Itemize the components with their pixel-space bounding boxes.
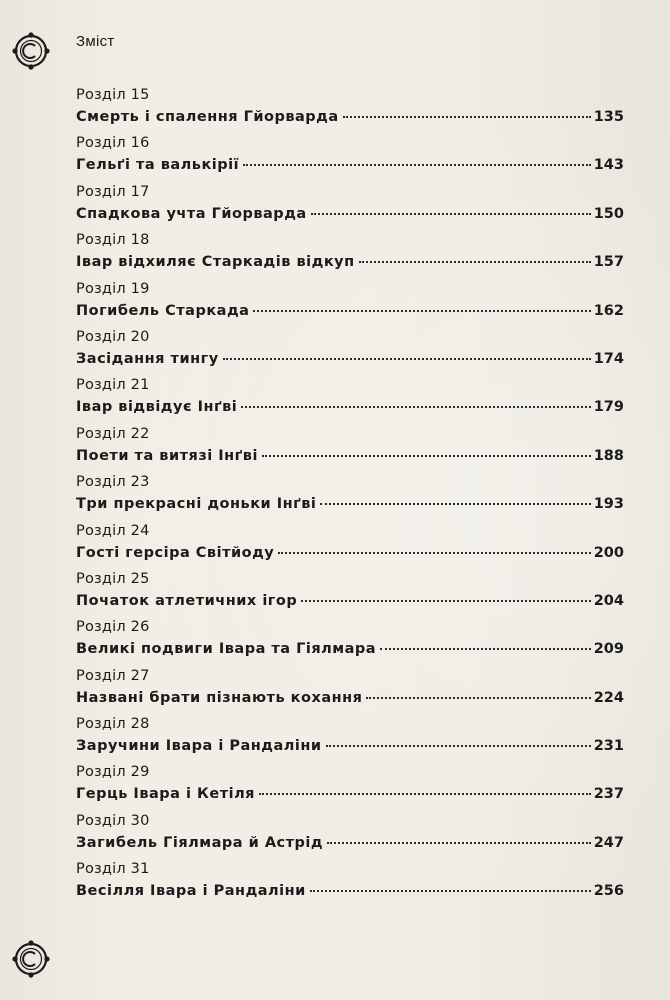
page-number: 174: [593, 350, 624, 367]
circular-emblem-icon: [12, 940, 50, 978]
table-of-contents: [76, 86, 624, 909]
dot-leader: [320, 503, 590, 505]
chapter-title: Весілля Івара і Рандаліни: [76, 883, 306, 900]
chapter-line: [76, 688, 624, 708]
toc-entry: [76, 425, 624, 473]
chapter-label: Розділ 23: [76, 474, 150, 491]
chapter-title: Поети та витязі Інґві: [76, 447, 258, 464]
chapter-label: Розділ 20: [76, 328, 150, 345]
chapter-label: Розділ 18: [76, 232, 150, 249]
dot-leader: [380, 648, 591, 650]
toc-entry: [76, 618, 624, 666]
toc-entry: [76, 715, 624, 763]
chapter-label: Розділ 27: [76, 667, 150, 684]
chapter-label: Розділ 16: [76, 135, 150, 152]
chapter-title: Гельґі та валькірії: [76, 157, 240, 174]
chapter-line: [76, 155, 624, 175]
toc-entry: [76, 860, 624, 908]
toc-entry: [76, 328, 624, 376]
toc-entry: [76, 812, 624, 860]
page-number: 188: [593, 447, 624, 464]
chapter-line: [76, 107, 624, 127]
chapter-title: Герць Івара і Кетіля: [76, 786, 255, 803]
chapter-line: [76, 591, 624, 611]
chapter-label: Розділ 22: [76, 425, 150, 442]
dot-leader: [359, 261, 591, 263]
chapter-line: [76, 446, 624, 466]
chapter-label: Розділ 28: [76, 716, 150, 733]
chapter-title: Названі брати пізнають кохання: [76, 689, 363, 706]
chapter-title: Великі подвиги Івара та Гіялмара: [76, 641, 377, 658]
chapter-label: Розділ 21: [76, 377, 150, 394]
toc-entry: [76, 763, 624, 811]
chapter-label: Розділ 29: [76, 764, 150, 781]
dot-leader: [343, 116, 591, 118]
page-number: 209: [593, 641, 624, 658]
page-number: 162: [593, 302, 624, 319]
toc-entry: [76, 134, 624, 182]
chapter-line: [76, 252, 624, 272]
dot-leader: [223, 358, 591, 360]
toc-entry: [76, 522, 624, 570]
chapter-line: [76, 736, 624, 756]
toc-entry: [76, 231, 624, 279]
page-number: 224: [593, 689, 624, 706]
toc-entry: [76, 183, 624, 231]
page-number: 231: [593, 738, 624, 755]
page-number: 143: [593, 157, 624, 174]
chapter-label: Розділ 17: [76, 183, 150, 200]
page-number: 200: [593, 544, 624, 561]
toc-entry: [76, 280, 624, 328]
chapter-line: [76, 494, 624, 514]
dot-leader: [301, 600, 590, 602]
chapter-title: Засідання тингу: [76, 350, 219, 367]
chapter-label: Розділ 19: [76, 280, 150, 297]
chapter-label: Розділ 25: [76, 570, 150, 587]
chapter-line: [76, 833, 624, 853]
dot-leader: [278, 552, 590, 554]
dot-leader: [241, 406, 590, 408]
page-number: 256: [593, 883, 624, 900]
dot-leader: [259, 793, 591, 795]
toc-entry: [76, 86, 624, 134]
chapter-title: Івар відхиляє Старкадів відкуп: [76, 254, 355, 271]
chapter-label: Розділ 15: [76, 87, 150, 103]
chapter-title: Спадкова учта Гйорварда: [76, 205, 307, 222]
chapter-title: Три прекрасні доньки Інґві: [76, 496, 317, 513]
chapter-title: Смерть і спалення Гйорварда: [76, 109, 339, 125]
page-number: 135: [593, 109, 624, 125]
chapter-line: [76, 204, 624, 224]
page-number: 157: [593, 254, 624, 271]
chapter-line: [76, 301, 624, 321]
chapter-label: Розділ 24: [76, 522, 150, 539]
chapter-line: [76, 784, 624, 804]
chapter-line: [76, 349, 624, 369]
chapter-title: Заручини Івара і Рандаліни: [76, 738, 322, 755]
chapter-title: Загибель Гіялмара й Астрід: [76, 834, 324, 851]
chapter-title: Погибель Старкада: [76, 302, 250, 319]
toc-entry: [76, 570, 624, 618]
toc-entry: [76, 376, 624, 424]
dot-leader: [311, 213, 591, 215]
chapter-label: Розділ 26: [76, 619, 150, 636]
page-number: 193: [593, 496, 624, 513]
page-header-title: Зміст: [76, 33, 115, 50]
page-number: 204: [593, 592, 624, 609]
page-number: 150: [593, 205, 624, 222]
toc-entry: [76, 473, 624, 521]
dot-leader: [310, 890, 591, 892]
page-number: 179: [593, 399, 624, 416]
dot-leader: [262, 455, 591, 457]
page-number: 237: [593, 786, 624, 803]
chapter-line: [76, 543, 624, 563]
page-number: 247: [593, 834, 624, 851]
chapter-label: Розділ 31: [76, 861, 150, 878]
chapter-title: Гості герсіра Світйоду: [76, 544, 275, 561]
chapter-line: [76, 397, 624, 417]
dot-leader: [243, 164, 591, 166]
chapter-label: Розділ 30: [76, 812, 150, 829]
dot-leader: [253, 310, 590, 312]
toc-entry: [76, 667, 624, 715]
chapter-title: Івар відвідує Інґві: [76, 399, 238, 416]
dot-leader: [326, 745, 591, 747]
chapter-line: [76, 881, 624, 901]
circular-emblem-icon: [12, 32, 50, 70]
chapter-line: [76, 639, 624, 659]
dot-leader: [366, 697, 590, 699]
dot-leader: [327, 842, 591, 844]
chapter-title: Початок атлетичних ігор: [76, 592, 298, 609]
